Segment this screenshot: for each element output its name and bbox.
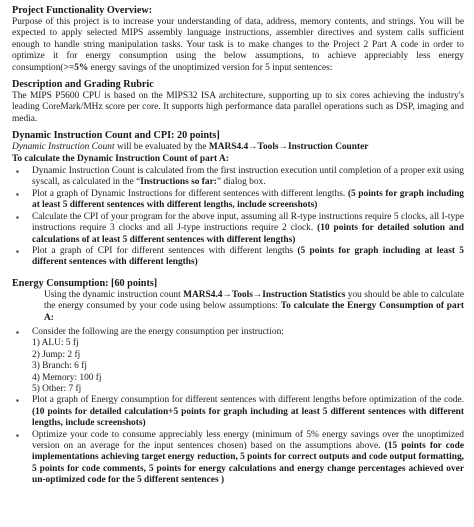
list-item: 1) ALU: 5 fj (32, 338, 79, 349)
description-heading: Description and Grading Rubric (12, 79, 154, 91)
dic-bullet-list (12, 166, 464, 269)
description-text: The MIPS P5600 CPU is based on the MIPS32 ISA architecture, supporting up to six cores achieving the industry's leading CoreMark/MHz score per core. It supports high performance data parallel operations such as DSP, imaging and media. (12, 91, 464, 124)
energy-per-instruction-list (32, 338, 464, 395)
list-item: ▪ Plot a graph of Dynamic Instructions for different sentences with different lengths. (5 points for graph including at least 5 different sentences with different lengths, include screenshots) (12, 189, 464, 212)
energy-heading: Energy Consumption: [60 points] (12, 277, 158, 289)
document-page (12, 4, 464, 487)
overview-heading: Project Functionality Overview: (12, 5, 153, 16)
list-item: 2) Jump: 2 fj (32, 349, 81, 360)
list-item: 5) Other: 7 fj (32, 383, 82, 394)
dic-heading: Dynamic Instruction Count and CPI: 20 points] (12, 130, 220, 142)
list-item: ▪ Dynamic Instruction Count is calculated from the first instruction execution until completion of a proper exit using syscall, as calculated in the “Instructions so far:” dialog box. (12, 166, 464, 189)
list-item: ▪ Calculate the CPI of your program for the above input, assuming all R-type instructions require 5 clocks, all I-type instructions require 3 clocks and all J-type instructions require 2 clock. (10 points for detailed solution and calculations of at least 5 different sentences with different lengths) (12, 212, 464, 246)
list-item: 3) Branch: 6 fj (32, 361, 87, 372)
dic-line1: Dynamic Instruction Count will be evaluated by the MARS4.4→Tools→Instruction Counter (12, 142, 369, 153)
dic-line2: To calculate the Dynamic Instruction Count of part A: (12, 153, 229, 164)
list-item: 4) Memory: 100 fj (32, 372, 102, 383)
list-item: ▪ Plot a graph of Energy consumption for different sentences with different lengths before optimization of the code. (10 points for detailed calculation+5 points for graph including at least 5 different sentences with different lengths, include screenshots) (12, 395, 464, 429)
overview-text: Purpose of this project is to increase your understanding of data, address, memory contents, and strings. You will be expected to apply selected MIPS assembly language instructions, assembler directives and system calls sufficient enough to handle string manipulation tasks. Your task is to make changes to the Project 2 Part A code in order to optimize it for energy consumption using the below assumptions, to achieve appreciably less energy consumption(>=5% energy savings of the unoptimized version for 5 input sentences: (12, 17, 464, 73)
list-item: ▪ Consider the following are the energy consumption per instruction: 1) ALU: 5 fj 2) Jump: 2 fj 3) Branch: 6 fj 4) Memory: 100 fj 5) Other: 7 fj (12, 327, 464, 395)
energy-bullet-list (12, 327, 464, 487)
list-item: ▪ Optimize your code to consume appreciably less energy (minimum of 5% energy savings over the unoptimized version on an average for the input sentences chosen) based on the assumptions above. (15 points for code implementations achieving target energy reduction, 5 points for correct outputs and code output formatting, 5 points for code comments, 5 points for energy calculations and energy change percentages achieved over un-optimized code for the 5 different sentences ) (12, 430, 464, 487)
list-item: ▪ Plot a graph of CPI for different sentences with different lengths (5 points for graph including at least 5 different sentences with different lengths) (12, 246, 464, 269)
energy-intro: Using the dynamic instruction count MARS4.4→Tools→Instruction Statistics you should be able to calculate the energy consumed by your code using below assumptions: To calculate the Energy Consumption of part A: (44, 289, 465, 323)
